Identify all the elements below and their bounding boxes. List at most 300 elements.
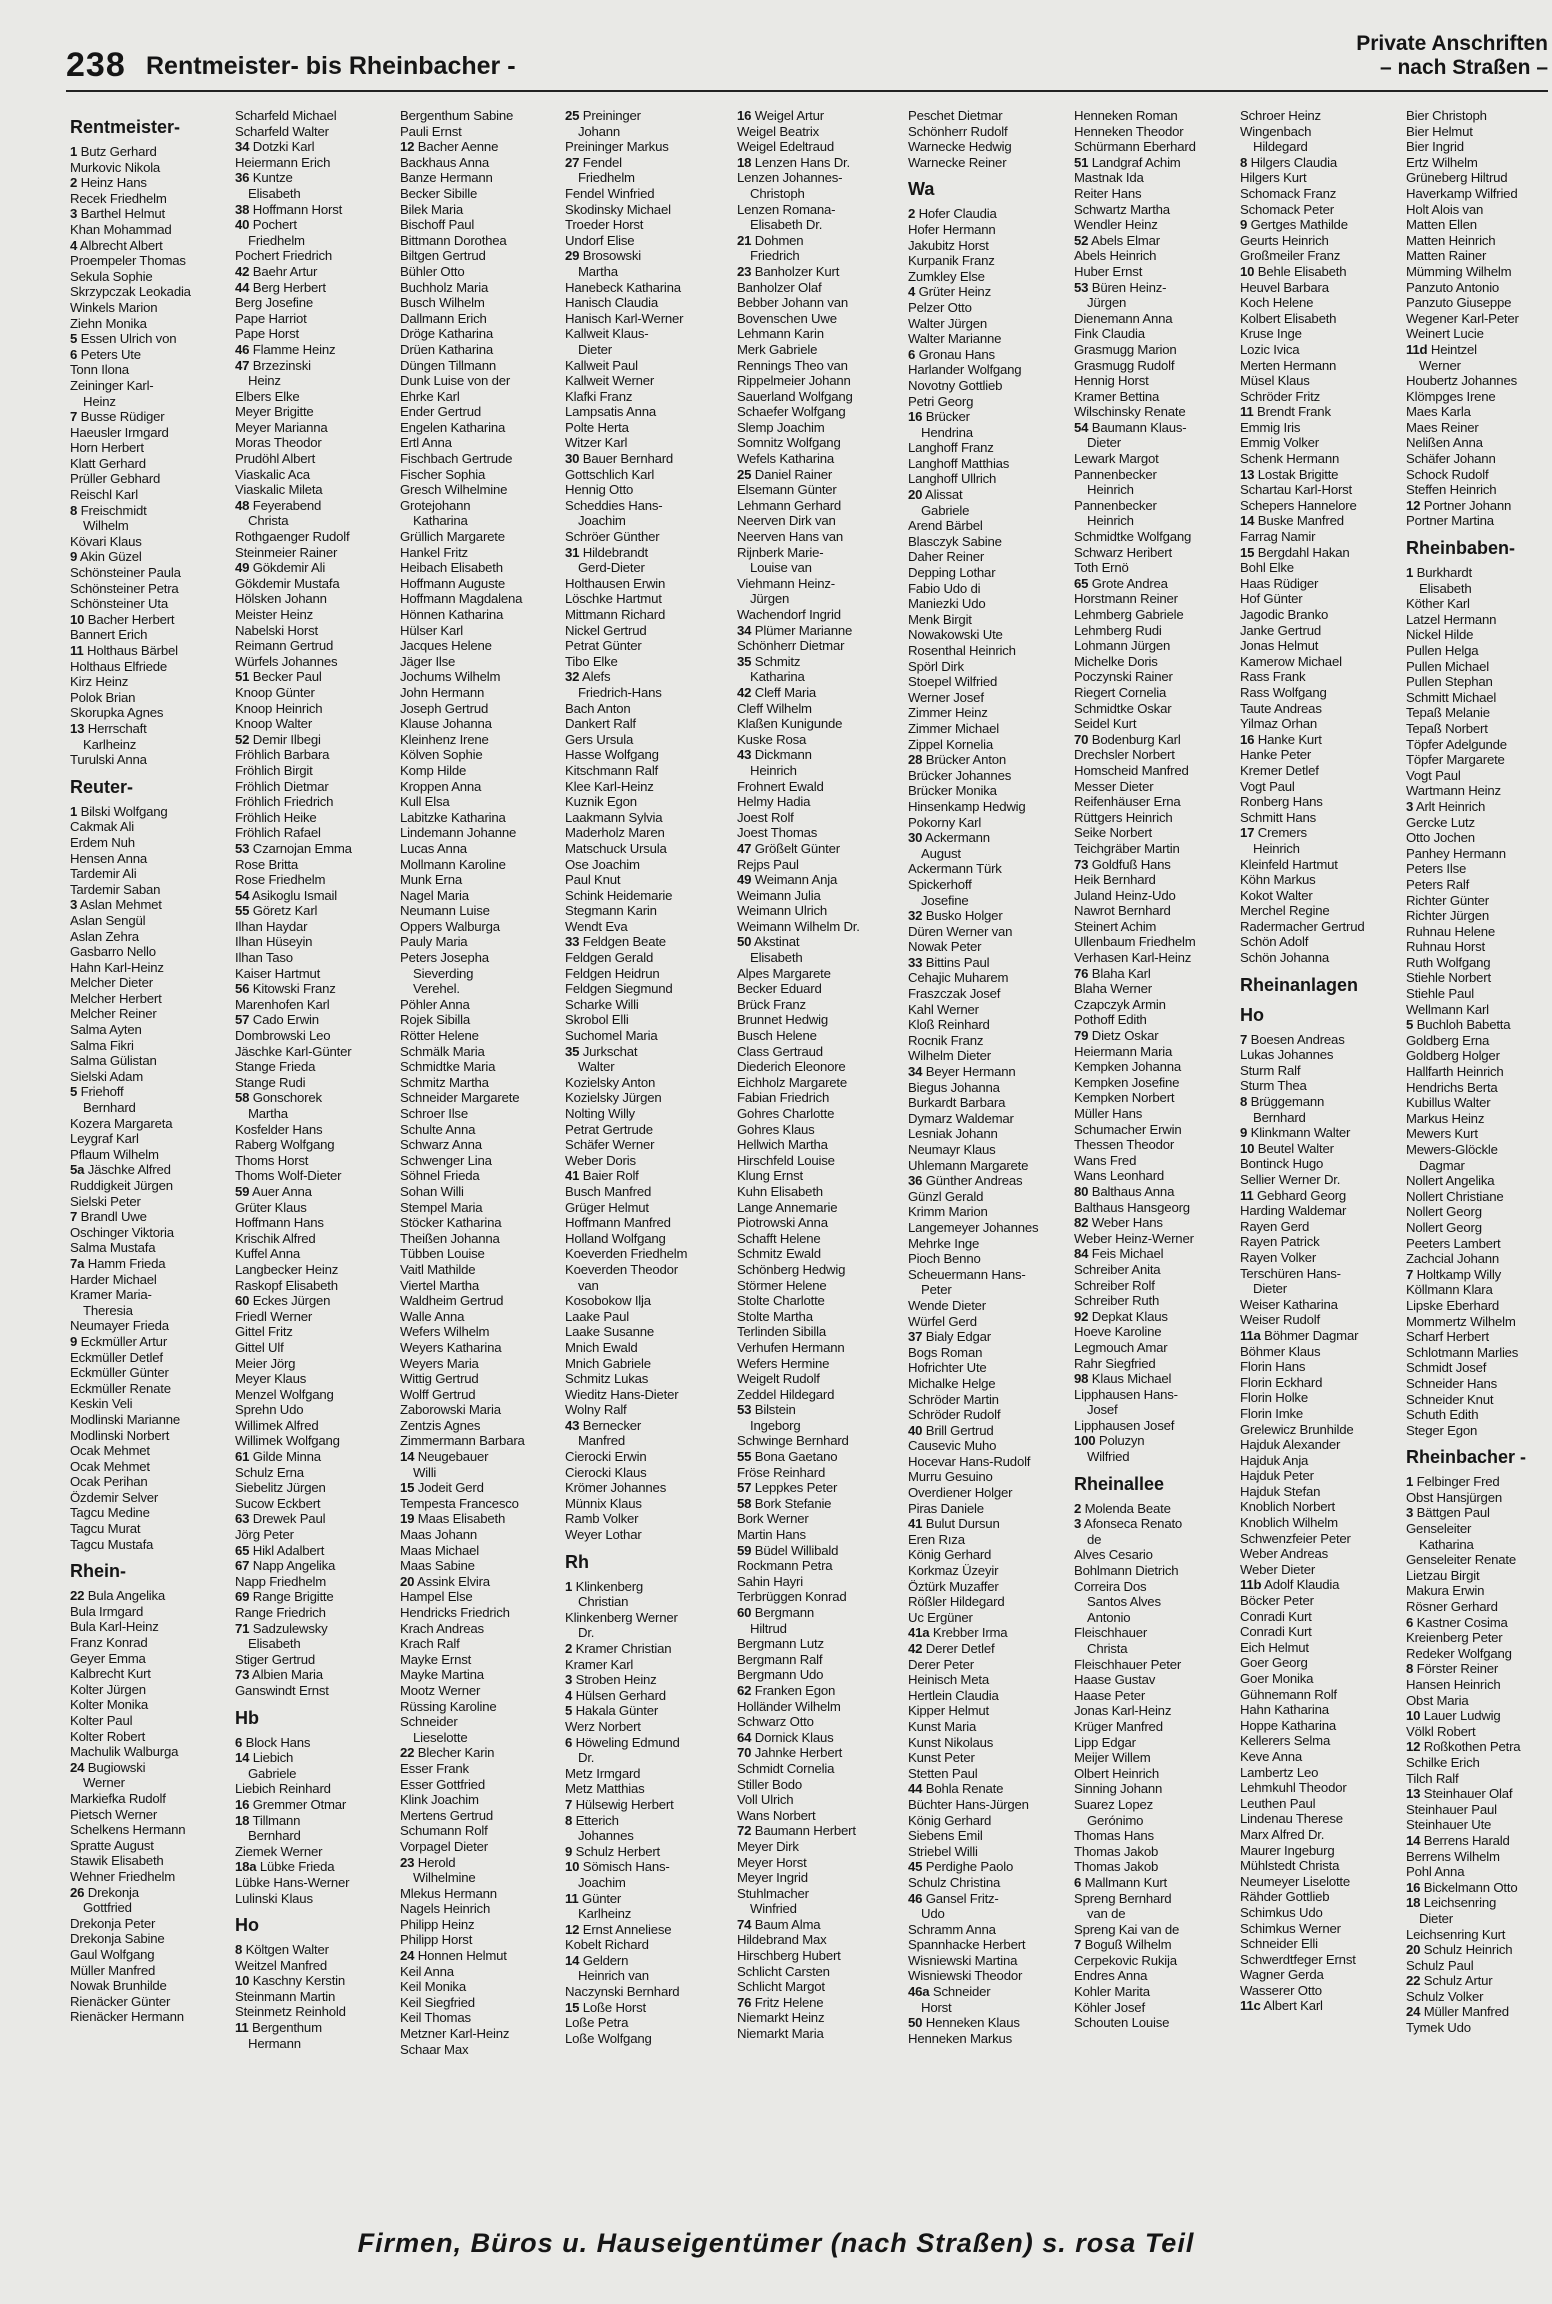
listing-entry: Neumayer Frieda [70, 1318, 169, 1334]
listing-entry: Merten Hermann [1240, 357, 1337, 373]
house-number: 7 [565, 1796, 573, 1812]
listing-entry: Schmitz Martha [400, 1074, 489, 1090]
listing-entry: Tepaß Melanie [1406, 705, 1490, 721]
listing-entry: Fendel Winfried [565, 185, 655, 201]
listing-entry: Lehmberg Gabriele [1074, 607, 1184, 622]
listing-entry: Schaar Max [400, 2041, 469, 2057]
listing-entry: Goer Monika [1240, 1671, 1314, 1686]
listing-entry: 7a Hamm Frieda [70, 1255, 166, 1271]
house-number: 73 [235, 1667, 250, 1683]
listing-entry: Grasmugg Marion [1074, 341, 1177, 357]
listing-entry: 23 Banholzer Kurt [737, 263, 840, 279]
listing-entry: 53 Czarnojan Emma [235, 840, 352, 856]
listing-entry: Farrag Namir [1240, 529, 1316, 545]
house-number: 34 [908, 1064, 923, 1080]
listing-entry: 80 Balthaus Anna [1074, 1183, 1175, 1199]
listing-entry: Keil Thomas [400, 2010, 471, 2026]
listing-entry: Striebel Willi [908, 1843, 978, 1859]
listing-entry: Reiter Hans [1074, 185, 1142, 201]
listing-entry: Stöcker Katharina [400, 1215, 502, 1231]
listing-continuation: Christa [248, 513, 289, 529]
listing-entry: 73 Albien Maria [235, 1667, 323, 1683]
listing-entry: Fink Claudia [1074, 326, 1145, 342]
listing-continuation: Christoph [750, 185, 805, 201]
listing-entry: Vorpagel Dieter [400, 1838, 488, 1854]
listing-entry: 17 Cremers [1240, 825, 1307, 841]
listing-continuation: Josefine [921, 892, 969, 908]
listing-entry: Nowak Peter [908, 939, 982, 955]
listing-entry: 56 Kitowski Franz [235, 981, 336, 997]
listing-entry: Lindemann Johanne [400, 825, 517, 841]
listing-entry: Michalke Helge [908, 1375, 996, 1391]
listing-entry: Eckmüller Günter [70, 1365, 169, 1381]
house-number: 36 [235, 170, 250, 186]
listing-entry: Fleischhauer Peter [1074, 1656, 1182, 1672]
listing-entry: Stiehle Norbert [1406, 970, 1491, 986]
listing-entry: 27 Fendel [565, 154, 622, 170]
listing-entry: Kozielsky Jürgen [565, 1090, 662, 1106]
listing-entry: Hellwich Martha [737, 1137, 828, 1153]
listing-entry: Schwenger Lina [400, 1152, 492, 1168]
house-number: 21 [737, 232, 752, 248]
street-heading: Rhein- [70, 1561, 126, 1582]
listing-entry: Pohl Anna [1406, 1864, 1465, 1880]
listing-entry: Skodinsky Michael [565, 201, 671, 217]
listing-entry: Elbers Elke [235, 388, 300, 404]
listing-entry: 58 Bork Stefanie [737, 1495, 832, 1511]
listing-entry: 2 Molenda Beate [1074, 1500, 1171, 1516]
listing-entry: Bula Irmgard [70, 1603, 144, 1619]
listing-entry: Tübben Louise [400, 1246, 485, 1262]
listing-entry: Rienäcker Hermann [70, 2009, 184, 2025]
listing-entry: Kamerow Michael [1240, 653, 1342, 669]
listing-entry: Harder Michael [70, 1271, 157, 1287]
listing-entry: Rößler Hildegard [908, 1594, 1005, 1610]
listing-entry: Schulte Anna [400, 1121, 476, 1137]
listing-entry: Markiefka Rudolf [70, 1790, 166, 1806]
listing-entry: Sucow Eckbert [235, 1495, 321, 1511]
listing-entry: 3 Aslan Mehmet [70, 897, 162, 913]
listing-continuation: Josef [1087, 1402, 1118, 1418]
listing-entry: Mootz Werner [400, 1682, 481, 1698]
header-rule [66, 90, 1548, 92]
listing-entry: 15 Bergdahl Hakan [1240, 544, 1350, 560]
listing-entry: Würfel Gerd [908, 1313, 977, 1329]
listing-continuation: Bernhard [1253, 1109, 1306, 1125]
listing-entry: Dymarz Waldemar [908, 1110, 1014, 1126]
listing-entry: Spörl Dirk [908, 658, 964, 674]
listing-entry: 4 Albrecht Albert [70, 237, 163, 253]
listing-entry: Florin Imke [1240, 1405, 1304, 1421]
listing-entry: Bebber Johann van [737, 295, 848, 311]
listing-entry: 16 Weigel Artur [737, 108, 824, 123]
listing-entry: Cleff Wilhelm [737, 700, 812, 716]
listing-entry: Schönberg Hedwig [737, 1261, 846, 1277]
house-number: 62 [737, 1682, 752, 1698]
listing-entry: Rähder Gottlieb [1240, 1889, 1330, 1905]
listing-entry: Hirschberg Hubert [737, 1948, 841, 1964]
listing-entry: Wans Norbert [737, 1807, 816, 1823]
listing-entry: Rosenthal Heinrich [908, 643, 1016, 658]
listing-entry: Gottschlich Karl [565, 466, 655, 482]
house-number: 14 [235, 1750, 250, 1766]
listing-entry: Zimmermann Barbara [400, 1433, 525, 1449]
listing-entry: Makura Erwin [1406, 1583, 1485, 1599]
listing-entry: Dankert Ralf [565, 716, 636, 732]
listing-entry: Czapczyk Armin [1074, 996, 1166, 1012]
listing-entry: Nickel Gertrud [565, 622, 647, 638]
house-number: 24 [400, 1948, 415, 1964]
listing-entry: Becker Eduard [737, 981, 822, 997]
listing-entry: Müller Hans [1074, 1106, 1143, 1121]
listing-entry: Bühler Otto [400, 263, 465, 279]
listing-entry: Huber Ernst [1074, 263, 1143, 279]
listing-continuation: Heinrich [750, 762, 797, 778]
listing-entry: Klömpges Irene [1406, 388, 1496, 404]
listing-entry: Hofer Hermann [908, 221, 996, 237]
listing-entry: 61 Gilde Minna [235, 1449, 321, 1465]
listing-entry: Schreiber Anita [1074, 1261, 1161, 1277]
listing-entry: Wingenbach [1240, 123, 1312, 139]
listing-entry: Maas Sabine [400, 1558, 475, 1574]
house-number: 29 [565, 248, 580, 264]
listing-entry: Janke Gertrud [1240, 622, 1321, 638]
street-heading: Rentmeister- [70, 117, 181, 137]
listing-entry: Schneider Elli [1240, 1936, 1318, 1952]
listing-entry: Geyer Emma [70, 1650, 146, 1666]
listing-entry: Hönnen Katharina [400, 607, 504, 622]
listing-entry: Pannenbecker [1074, 466, 1157, 482]
house-number: 28 [908, 752, 923, 768]
listing-continuation: Wilhelmine [413, 1870, 476, 1886]
listing-entry: Haverkamp Wilfried [1406, 185, 1518, 201]
house-number: 1 [1406, 1474, 1414, 1490]
listing-entry: Steger Egon [1406, 1422, 1478, 1438]
listing-entry: Sellier Werner Dr. [1240, 1172, 1341, 1187]
listing-entry: Steffen Heinrich [1406, 482, 1497, 498]
listing-entry: Dröge Katharina [400, 326, 494, 342]
listing-entry: Krach Ralf [400, 1636, 460, 1652]
listing-entry: 8 Költgen Walter [235, 1942, 329, 1958]
listing-entry: Hinsenkamp Hedwig [908, 798, 1026, 814]
listing-entry: 18a Lübke Frieda [235, 1859, 335, 1875]
listing-entry: Kohler Marita [1074, 1984, 1150, 2000]
listing-entry: 24 Honnen Helmut [400, 1948, 507, 1964]
house-number: 44 [908, 1781, 923, 1797]
house-number: 1 [70, 803, 78, 819]
listing-continuation: Peter [921, 1282, 952, 1298]
listing-entry: Knoblich Wilhelm [1240, 1515, 1338, 1531]
listing-entry: 14 Neugebauer [400, 1449, 489, 1465]
listing-entry: Terbrüggen Konrad [737, 1589, 847, 1605]
listing-entry: Hajduk Peter [1240, 1468, 1314, 1484]
listing-entry: Fraszczak Josef [908, 986, 1001, 1002]
listing-entry: 41 Baier Rolf [565, 1168, 639, 1184]
listing-entry: Hansen Heinrich [1406, 1677, 1501, 1692]
listing-entry: 79 Dietz Oskar [1074, 1028, 1159, 1044]
listing-continuation: Heinrich [1253, 840, 1300, 856]
listing-entry: Munk Erna [400, 872, 462, 888]
house-number: 79 [1074, 1028, 1089, 1044]
listing-entry: Tagcu Murat [70, 1521, 141, 1537]
listing-entry: Steinmeier Rainer [235, 544, 338, 560]
listing-entry: Schwarz Heribert [1074, 544, 1172, 560]
listing-entry: Schafft Helene [737, 1230, 821, 1246]
listing-entry: Schwarz Otto [737, 1714, 814, 1730]
listing-continuation: Hendrina [921, 424, 973, 440]
listing-entry: Philipp Heinz [400, 1916, 475, 1932]
listing-entry: Grelewicz Brunhilde [1240, 1421, 1354, 1437]
listing-entry: Heiermann Maria [1074, 1043, 1173, 1059]
listing-entry: Langhoff Matthias [908, 455, 1010, 471]
house-number: 49 [737, 872, 752, 888]
listing-entry: Zeddel Hildegard [737, 1386, 835, 1402]
house-number: 53 [737, 1402, 752, 1418]
listing-entry: Weinert Lucie [1406, 326, 1484, 342]
listing-entry: Müsel Klaus [1240, 373, 1310, 389]
listing-entry: Drekonja Sabine [70, 1931, 165, 1947]
listing-entry: 63 Drewek Paul [235, 1511, 326, 1527]
listing-entry: Viehmann Heinz- [737, 575, 835, 591]
house-number: 10 [1240, 1140, 1255, 1156]
listing-entry: Machulik Walburga [70, 1744, 179, 1760]
listing-entry: 15 Loße Horst [565, 1999, 646, 2015]
listing-entry: Petrat Günter [565, 638, 642, 654]
listing-entry: Kaiser Hartmut [235, 965, 321, 981]
listing-entry: Sekula Sophie [70, 268, 153, 284]
listing-entry: 34 Dotzki Karl [235, 139, 315, 155]
listing-entry: Modlinski Norbert [70, 1427, 170, 1443]
listing-entry: König Gerhard [908, 1812, 992, 1828]
listing-continuation: van de [1087, 1906, 1126, 1922]
listing-entry: Schmidtke Wolfgang [1074, 529, 1192, 545]
listing-continuation: Heinrich [1087, 482, 1134, 498]
listing-entry: Peters Ilse [1406, 861, 1467, 877]
listing-entry: Schuth Edith [1406, 1407, 1479, 1423]
listing-entry: Range Friedrich [235, 1605, 326, 1620]
listing-entry: 49 Weimann Anja [737, 872, 838, 888]
listing-entry: Suchomel Maria [565, 1028, 658, 1044]
listing-continuation: Walter [578, 1059, 615, 1075]
listing-entry: Schulz Paul [1406, 1957, 1474, 1973]
listing-entry: Juland Heinz-Udo [1074, 887, 1176, 903]
listing-entry: 21 Dohmen [737, 232, 804, 248]
listing-entry: Grüger Helmut [565, 1199, 649, 1215]
listing-entry: 11c Albert Karl [1240, 1998, 1323, 2014]
listing-entry: Backhaus Anna [400, 154, 490, 170]
listing-entry: Jochums Wilhelm [400, 669, 501, 685]
listing-entry: Kolter Paul [70, 1713, 133, 1728]
listing-entry: Overdiener Holger [908, 1485, 1013, 1501]
listing-entry: Klafki Franz [565, 388, 633, 404]
listing-entry: Siebens Emil [908, 1828, 983, 1844]
page-header [0, 0, 1552, 95]
listing-continuation: Joachim [578, 1874, 626, 1890]
listing-entry: Moras Theodor [235, 435, 322, 451]
listing-entry: 36 Kuntze [235, 170, 293, 186]
listing-continuation: Friedhelm [248, 232, 305, 248]
listing-entry: Theißen Johanna [400, 1230, 500, 1246]
listing-entry: Willimek Alfred [235, 1417, 319, 1433]
house-number: 54 [1074, 419, 1089, 435]
listing-entry: Jacques Helene [400, 638, 492, 654]
listing-entry: 5 Friehoff [70, 1084, 124, 1100]
listing-entry: Kempken Josefine [1074, 1074, 1180, 1090]
listing-entry: Tardemir Ali [70, 866, 137, 882]
listing-entry: Feldgen Gerald [565, 950, 654, 966]
listing-entry: Schreiber Rolf [1074, 1277, 1155, 1293]
house-number: 14 [400, 1449, 415, 1465]
listing-entry: Stetten Paul [908, 1765, 978, 1781]
house-number: 84 [1074, 1246, 1089, 1262]
listing-entry: Murru Gesuino [908, 1469, 993, 1485]
listing-entry: Stegmann Karin [565, 903, 657, 919]
listing-entry: Gaul Wolfgang [70, 1946, 155, 1962]
listing-entry: Weigel Edeltraud [737, 139, 834, 155]
listing-entry: Schock Rudolf [1406, 466, 1489, 482]
listing-entry: Labitzke Katharina [400, 809, 506, 825]
listing-entry: Düngen Tillmann [400, 357, 496, 373]
listing-continuation: Antonio [1087, 1609, 1131, 1625]
house-number: 16 [235, 1796, 250, 1812]
listing-entry: 9 Schulz Herbert [565, 1843, 661, 1859]
listing-entry: Tymek Udo [1406, 2020, 1471, 2036]
listing-entry: Ruhnau Horst [1406, 939, 1485, 955]
listing-entry: Pullen Stephan [1406, 674, 1493, 690]
house-number: 56 [235, 981, 250, 997]
listing-entry: Schneider Knut [1406, 1391, 1494, 1407]
listing-entry: Ruth Wolfgang [1406, 954, 1491, 970]
house-number: 17 [1240, 825, 1255, 841]
house-number: 60 [737, 1605, 752, 1620]
listing-entry: Schomack Peter [1240, 201, 1334, 217]
listing-entry: Weber Heinz-Werner [1074, 1230, 1194, 1246]
listing-entry: 47 Größelt Günter [737, 840, 840, 856]
listing-entry: Weber Doris [565, 1152, 636, 1168]
listing-entry: Teichgräber Martin [1074, 840, 1180, 856]
listing-entry: Weiser Katharina [1240, 1296, 1338, 1312]
listing-entry: Viaskalic Aca [235, 466, 310, 482]
listing-entry: Mertens Gertrud [400, 1807, 494, 1823]
listing-entry: 44 Berg Herbert [235, 279, 326, 295]
listing-entry: Leygraf Karl [70, 1131, 139, 1147]
listing-entry: Kirz Heinz [70, 674, 129, 690]
listing-entry: Stoepel Wilfried [908, 674, 998, 690]
listing-entry: Steinmann Martin [235, 1988, 336, 2004]
listing-entry: Dallmann Erich [400, 310, 487, 326]
listing-entry: 3 Bättgen Paul [1406, 1505, 1490, 1521]
listing-entry: Hocevar Hans-Rudolf [908, 1453, 1031, 1469]
listing-entry: 18 Leichsenring [1406, 1895, 1497, 1911]
listing-entry: 3 Afonseca Renato [1074, 1516, 1183, 1532]
listing-entry: Bork Werner [737, 1511, 809, 1527]
listing-entry: 57 Leppkes Peter [737, 1480, 838, 1496]
house-number: 44 [235, 279, 250, 295]
listing-entry: Laakmann Sylvia [565, 809, 663, 825]
house-number: 18 [1406, 1895, 1421, 1911]
listing-entry: Schlotmann Marlies [1406, 1344, 1519, 1360]
listing-entry: Meijer Willem [1074, 1750, 1151, 1766]
listing-entry: Murkovic Nikola [70, 159, 161, 175]
house-number: 42 [235, 263, 250, 279]
listing-entry: 43 Bernecker [565, 1417, 642, 1433]
listing-entry: Richter Jürgen [1406, 908, 1489, 924]
listing-entry: Schmitt Michael [1406, 689, 1497, 705]
listing-entry: Weyer Lothar [565, 1527, 642, 1543]
listing-entry: Hahn Karl-Heinz [70, 959, 164, 975]
listing-entry: Busch Wilhelm [400, 295, 485, 311]
listing-entry: Lehmann Gerhard [737, 497, 842, 513]
listing-entry: Steinert Achim [1074, 918, 1157, 934]
listing-entry: Polok Brian [70, 689, 136, 705]
listing-entry: Korkmaz Üzeyir [908, 1563, 999, 1579]
listing-entry: 18 Lenzen Hans Dr. [737, 154, 850, 170]
house-number: 9 [70, 1333, 78, 1349]
directory-column-6 [908, 108, 1058, 2218]
listing-entry: Mayke Martina [400, 1667, 484, 1683]
listing-entry: Harding Waldemar [1240, 1203, 1347, 1219]
listing-entry: Joseph Gertrud [400, 700, 489, 716]
listing-entry: Martin Hans [737, 1527, 806, 1543]
listing-entry: Weyers Maria [400, 1355, 479, 1371]
listing-entry: 2 Heinz Hans [70, 175, 147, 191]
listing-entry: Bontinck Hugo [1240, 1156, 1324, 1172]
house-number: 8 [565, 1812, 573, 1828]
listing-continuation: Sieverding [413, 965, 474, 981]
listing-entry: 5 Hakala Günter [565, 1703, 659, 1719]
listing-entry: 55 Göretz Karl [235, 903, 318, 919]
house-number: 11b [1240, 1577, 1262, 1593]
listing-entry: Florin Holke [1240, 1390, 1308, 1406]
listing-entry: Neumann Luise [400, 903, 490, 919]
listing-entry: Mlekus Hermann [400, 1885, 497, 1901]
listing-entry: Spickerhoff [908, 876, 972, 892]
listing-entry: Özdemir Selver [70, 1489, 159, 1505]
house-number: 19 [400, 1511, 415, 1527]
listing-entry: Wilschinsky Renate [1074, 404, 1186, 420]
listing-entry: 20 Assink Elvira [400, 1573, 490, 1589]
listing-entry: Biegus Johanna [908, 1079, 1000, 1095]
directory-column-1 [70, 108, 220, 2218]
listing-entry: Pioch Benno [908, 1251, 981, 1267]
house-number: 20 [1406, 1942, 1421, 1958]
listing-entry: Rayen Patrick [1240, 1234, 1320, 1250]
house-number: 9 [565, 1843, 573, 1859]
listing-entry: Kempken Norbert [1074, 1090, 1175, 1106]
house-number: 15 [1240, 544, 1255, 560]
listing-entry: Kuznik Egon [565, 794, 637, 810]
listing-entry: 16 Hanke Kurt [1240, 731, 1322, 747]
listing-entry: 23 Herold [400, 1854, 456, 1870]
listing-entry: Thessen Theodor [1074, 1137, 1175, 1153]
listing-entry: Nawrot Bernhard [1074, 903, 1171, 919]
listing-entry: 3 Stroben Heinz [565, 1672, 657, 1688]
listing-entry: Wisniewski Martina [908, 1952, 1018, 1968]
listing-entry: 60 Bergmann [737, 1605, 814, 1620]
listing-entry: 53 Bilstein [737, 1402, 796, 1418]
listing-entry: Vogt Paul [1406, 767, 1461, 783]
section-title-line1: Private Anschriften [1356, 32, 1548, 55]
listing-entry: Stawik Elisabeth [70, 1853, 164, 1869]
listing-entry: Hoffmann Manfred [565, 1215, 671, 1231]
listing-entry: Thomas Jakob [1074, 1859, 1159, 1875]
listing-entry: Schneider Margarete [400, 1090, 520, 1106]
listing-entry: Kokot Walter [1240, 887, 1313, 903]
listing-continuation: Elisabeth Dr. [750, 217, 823, 233]
listing-entry: 3 Barthel Helmut [70, 206, 166, 222]
listing-entry: Gercke Lutz [1406, 814, 1475, 830]
listing-entry: Melcher Dieter [70, 975, 153, 991]
